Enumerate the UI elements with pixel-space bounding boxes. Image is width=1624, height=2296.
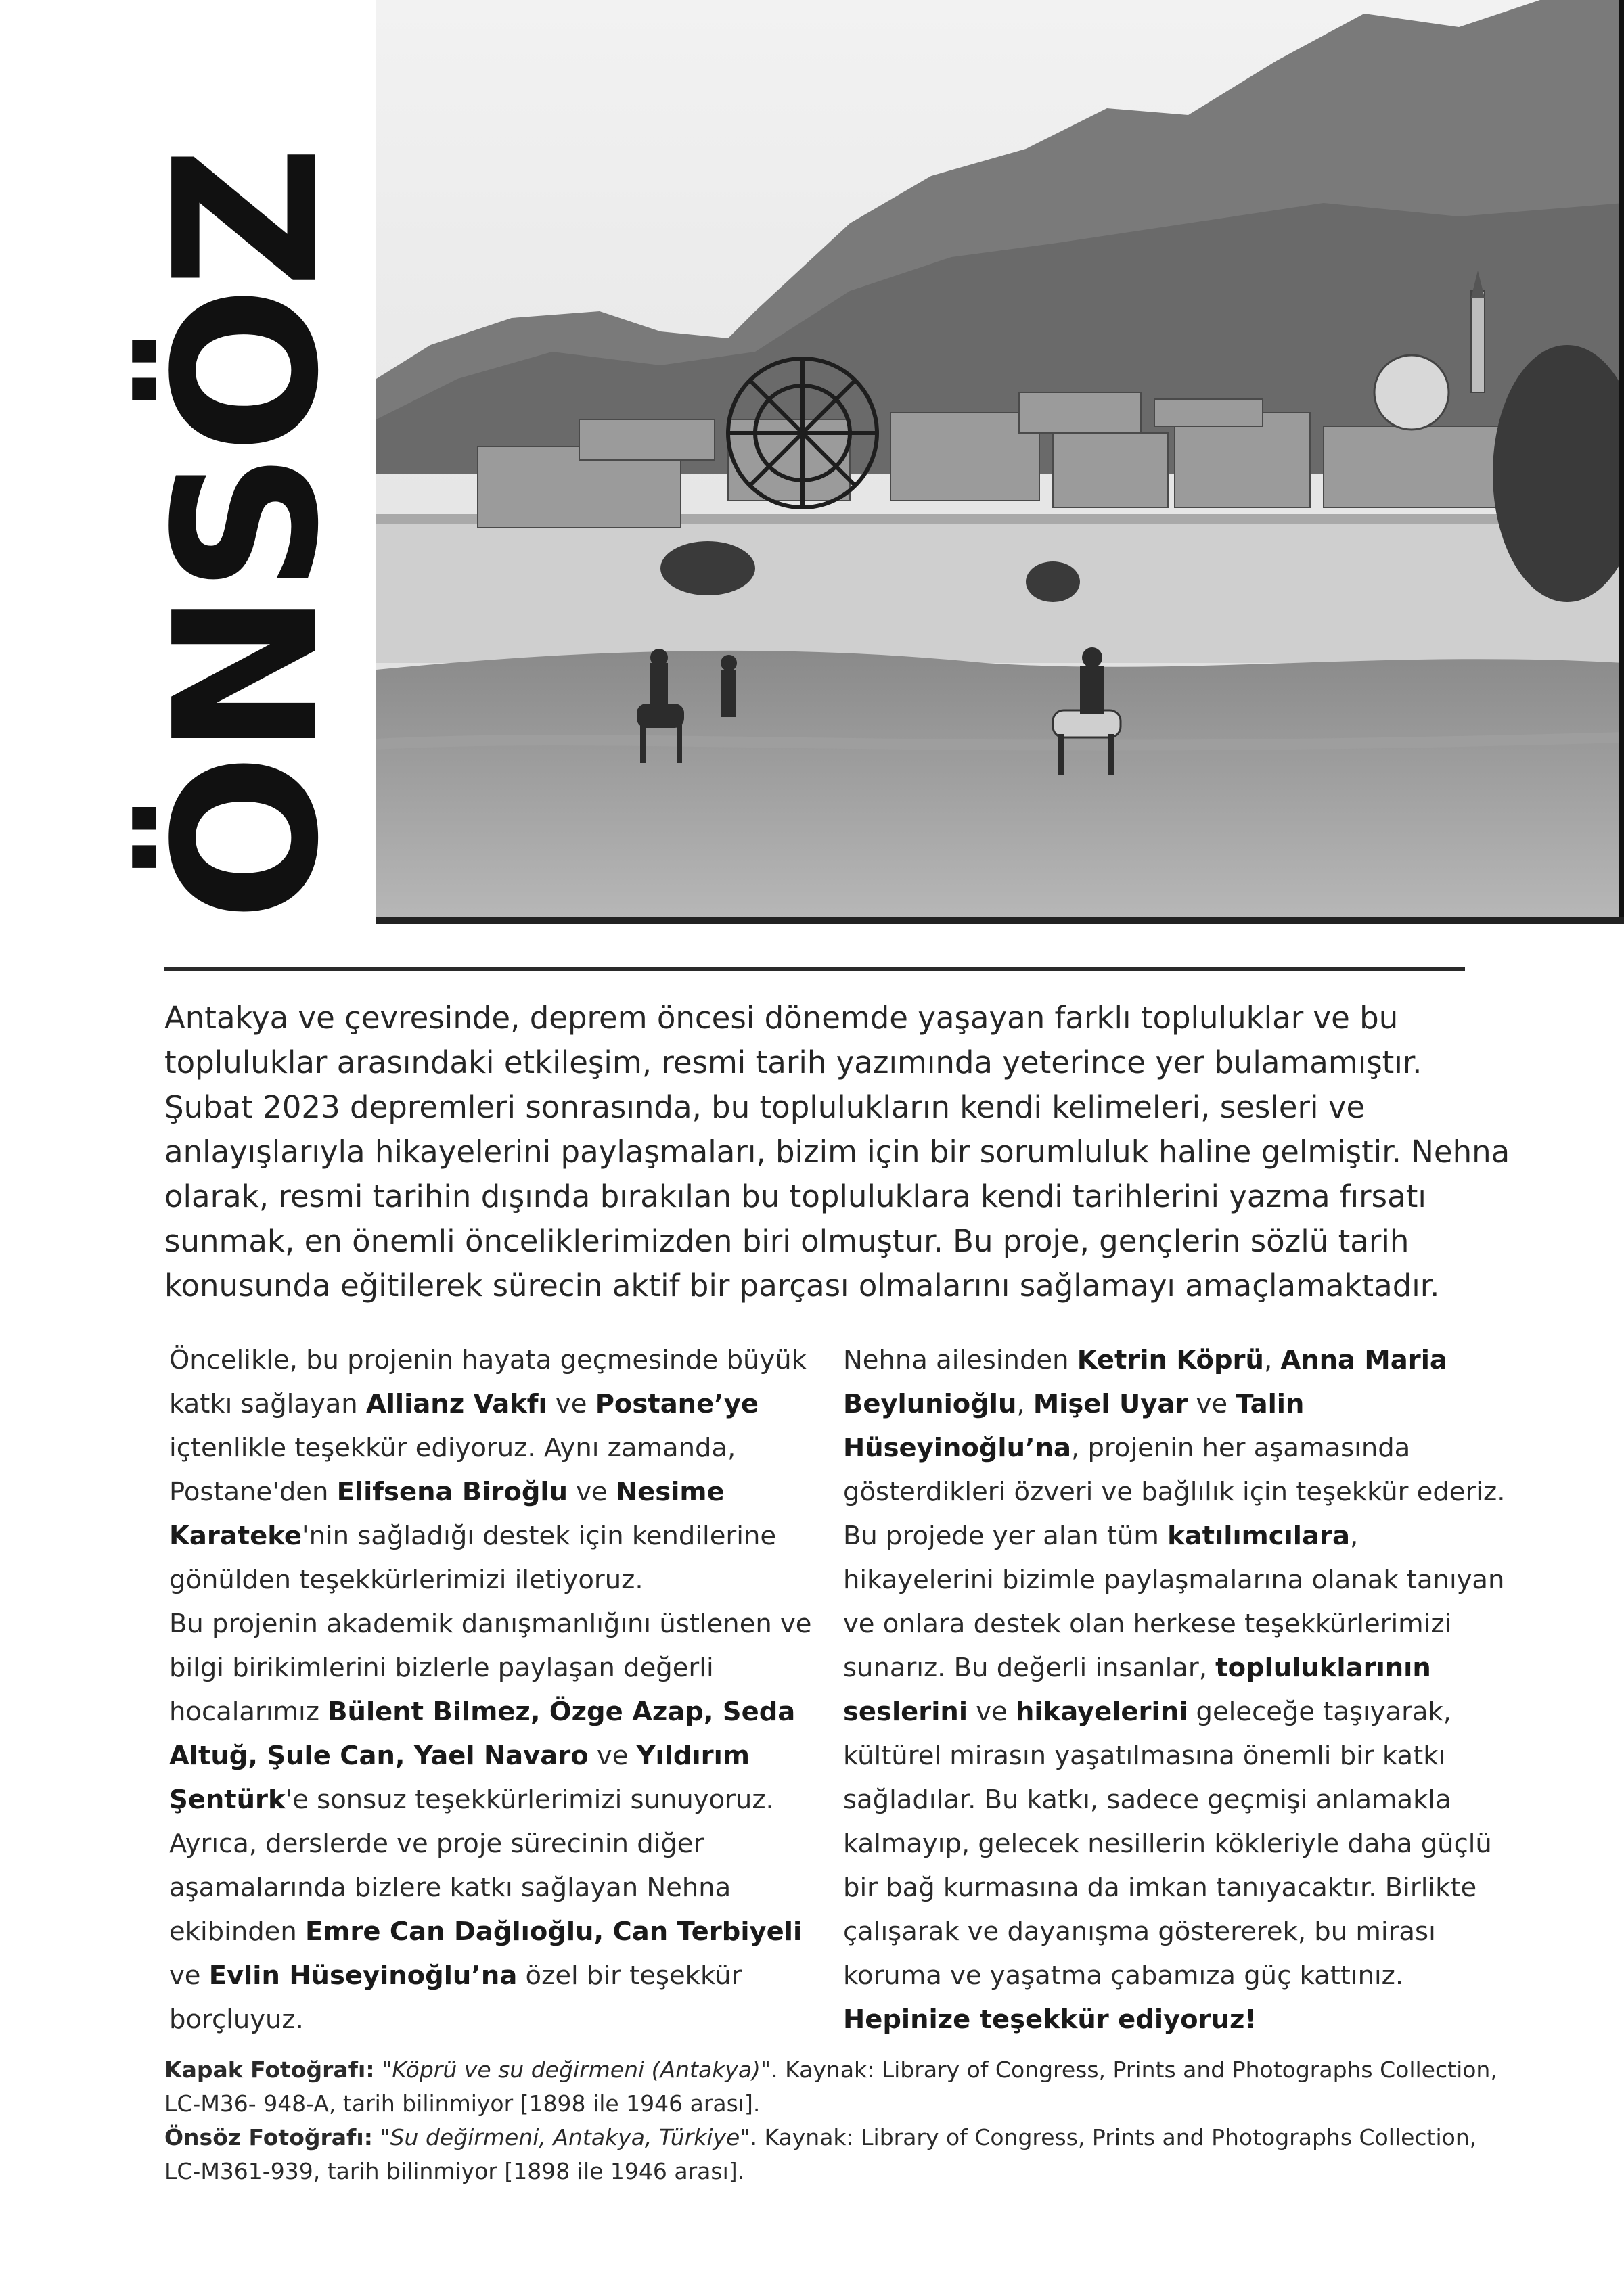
- person-name: Ketrin Köprü: [1077, 1345, 1264, 1375]
- ack-paragraph-participants: [843, 1514, 1513, 1998]
- person-name: Nesime Karateke: [169, 1477, 725, 1551]
- sponsor-name: Postane’ye: [595, 1389, 759, 1419]
- historical-photo: [376, 0, 1624, 924]
- water-wheel-photo-illustration: [376, 0, 1624, 924]
- credit-text: . Kaynak: Library of Congress, Prints and Photographs Collection, LC-M36- 948-A, tarih bilinmiyor [1898 ile 1946 arası].: [164, 2057, 1497, 2117]
- ack-text: Nehna ailesinden: [843, 1345, 1077, 1375]
- ack-text: Bu projenin akademik danışmanlığını üstlenen ve bilgi birikimlerini bizlerle paylaşan değerli hocalarımız: [169, 1609, 812, 1727]
- person-name: Evlin Hüseyinoğlu’na: [208, 1960, 518, 1991]
- ack-text: ve: [968, 1697, 1016, 1727]
- ack-paragraph-team: [169, 1822, 826, 2042]
- person-name: Anna Maria Beylunioğlu: [843, 1345, 1447, 1419]
- preface-photo-credit: [164, 2121, 1518, 2188]
- credit-label: Önsöz Fotoğrafı:: [164, 2124, 373, 2151]
- ack-text: geleceğe taşıyarak, kültürel mirasın yaşatılmasına önemli bir katkı sağladılar. Bu katkı, sadece geçmişi anlamakla kalmayıp, gelecek nesillerin kökleriyle daha güçlü bir bağ kurmasına da imkan tanıyacaktır. Birlikte çalışarak ve dayanışma göstererek, bu mirası koruma ve yaşatma çabamıza güç kattınız.: [843, 1697, 1492, 1991]
- person-name: Talin Hüseyinoğlu’na: [843, 1389, 1305, 1463]
- ack-text: içtenlikle teşekkür ediyoruz. Aynı zamanda, Postane'den: [169, 1433, 736, 1507]
- page-title: ÖNSÖZ: [132, 148, 362, 921]
- emphasis-text: katılımcılara: [1167, 1521, 1350, 1551]
- ack-text: ,: [1016, 1389, 1033, 1419]
- person-name: Elifsena Biroğlu: [336, 1477, 568, 1507]
- ack-text: özel bir teşekkür borçluyuz.: [169, 1960, 742, 2035]
- ack-paragraph-family: [843, 1338, 1513, 1514]
- credit-text: . Kaynak: Library of Congress, Prints and Photographs Collection, LC-M361-939, tarih bilinmiyor [1898 ile 1946 arası].: [164, 2124, 1477, 2184]
- ack-text: ve: [568, 1477, 616, 1507]
- ack-text: Öncelikle, bu projenin hayata geçmesinde büyük katkı sağlayan: [169, 1345, 807, 1419]
- closing-thanks: Hepinize teşekkür ediyoruz!: [843, 2004, 1257, 2035]
- person-name: Mişel Uyar: [1033, 1389, 1188, 1419]
- ack-text: Ayrıca, derslerde ve proje sürecinin diğer aşamalarında bizlere katkı sağlayan Nehna ekibinden: [169, 1829, 731, 1947]
- ack-text: ve: [169, 1960, 209, 1991]
- ack-paragraph-advisors: [169, 1602, 826, 1822]
- acknowledgements-right-column: [843, 1338, 1513, 2042]
- person-names: Bülent Bilmez, Özge Azap, Seda Altuğ, Şule Can, Yael Navaro: [169, 1697, 796, 1771]
- ack-text: Bu projede yer alan tüm: [843, 1521, 1168, 1551]
- ack-text: ve: [588, 1741, 637, 1771]
- credit-label: Kapak Fotoğrafı:: [164, 2057, 375, 2083]
- person-name: Yıldırım Şentürk: [169, 1741, 750, 1815]
- ack-paragraph-sponsors: [169, 1338, 826, 1602]
- credit-title: "Köprü ve su değirmeni (Antakya)": [382, 2057, 771, 2083]
- ack-text: , projenin her aşamasında gösterdikleri özveri ve bağlılık için teşekkür ederiz.: [843, 1433, 1506, 1507]
- photo-credits: [164, 2053, 1518, 2188]
- ack-text: ve: [1188, 1389, 1236, 1419]
- sponsor-name: Allianz Vakfı: [365, 1389, 547, 1419]
- ack-text: ve: [547, 1389, 595, 1419]
- ack-text: , hikayelerini bizimle paylaşmalarına olanak tanıyan ve onlara destek olan herkese teşekkürlerimizi sunarız. Bu değerli insanlar,: [843, 1521, 1505, 1683]
- cover-photo-credit: [164, 2053, 1518, 2121]
- ack-text: 'nin sağladığı destek için kendilerine gönülden teşekkürlerimizi iletiyoruz.: [169, 1521, 777, 1595]
- ack-text: ,: [1263, 1345, 1281, 1375]
- acknowledgements-left-column: [169, 1338, 826, 2042]
- person-names: Emre Can Dağlıoğlu, Can Terbiyeli: [304, 1916, 803, 1947]
- section-divider: [164, 967, 1465, 971]
- credit-title: "Su değirmeni, Antakya, Türkiye": [380, 2124, 750, 2151]
- ack-closing: [843, 1998, 1513, 2042]
- ack-text: 'e sonsuz teşekkürlerimizi sunuyoruz.: [285, 1785, 774, 1815]
- emphasis-text: hikayelerini: [1016, 1697, 1188, 1727]
- intro-paragraph: Antakya ve çevresinde, deprem öncesi dönemde yaşayan farklı topluluklar ve bu topluluklar arasındaki etkileşim, resmi tarih yazımında yeterince yer bulamamıştır. Şubat 2023 depremleri sonrasında, bu toplulukların kendi kelimeleri, sesleri ve anlayışlarıyla hikayelerini paylaşmaları, bizim için bir sorumluluk haline gelmiştir. Nehna olarak, resmi tarihin dışında bırakılan bu topluluklara kendi tarihlerini yazma fırsatı sunmak, en önemli önceliklerimizden biri olmuştur. Bu proje, gençlerin sözlü tarih konusunda eğitilerek sürecin aktif bir parçası olmalarını sağlamayı amaçlamaktadır.: [164, 1000, 1510, 1304]
- emphasis-text: topluluklarının seslerini: [843, 1653, 1431, 1727]
